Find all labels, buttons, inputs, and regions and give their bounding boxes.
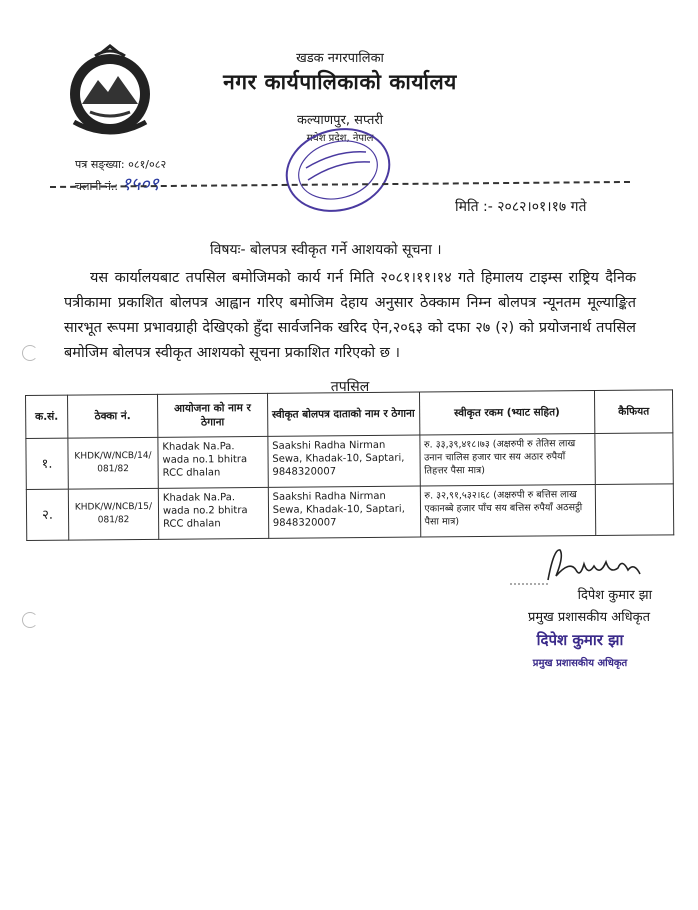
- header-amount: स्वीकृत रकम (भ्याट सहित): [419, 391, 595, 436]
- nepal-emblem-icon: [60, 42, 160, 142]
- subject-line: विषयः- बोलपत्र स्वीकृत गर्ने आशयको सूचना ।: [210, 242, 442, 258]
- seal-name: दिपेश कुमार झा: [536, 631, 624, 649]
- row-serial: २.: [26, 489, 68, 540]
- seal-title: प्रमुख प्रशासकीय अधिकृत: [532, 658, 628, 669]
- row-contract-no: KHDK/W/NCB/15/ 081/82: [68, 488, 158, 540]
- header-remarks: कैफियत: [595, 390, 673, 434]
- punch-hole-icon: [22, 612, 38, 628]
- row-bidder: Saakshi Radha Nirman Sewa, Khadak-10, Saptari, 9848320007: [268, 486, 420, 538]
- office-location: कल्याणपुर, सप्तरी: [296, 113, 384, 128]
- row-amount: रु. ३२,९१,५३२।६८ (अक्षरुपी रु बत्तिस लाख एकानब्बे हजार पाँच सय बत्तिस रुपैयाँ अठसट्ठी पैसा मात्र): [420, 485, 596, 538]
- handwritten-signature-icon: [510, 540, 650, 590]
- table-row: [26, 433, 673, 490]
- row-serial: १.: [26, 438, 68, 489]
- bid-details-table: [25, 389, 674, 541]
- table-title: तपसिल: [330, 379, 370, 395]
- dispatch-number-label: चलानी नं.:: [75, 180, 119, 193]
- header-contract-no: ठेक्का नं.: [67, 394, 157, 438]
- letter-number-label: पत्र सङ्ख्या:: [75, 158, 125, 171]
- header-bidder: स्वीकृत बोलपत्र दाताको नाम र ठेगाना: [267, 392, 419, 436]
- office-title: नगर कार्यपालिकाको कार्यालय: [223, 70, 457, 94]
- punch-hole-icon: [22, 345, 38, 361]
- date-label: मिति :-: [455, 199, 493, 215]
- signatory-name: दिपेश कुमार झा: [577, 588, 652, 603]
- date-value: २०८२।०१।१७ गते: [497, 199, 587, 215]
- header-project: आयोजना को नाम र ठेगाना: [157, 393, 267, 437]
- row-project: Khadak Na.Pa. wada no.2 bhitra RCC dhalan: [158, 487, 268, 539]
- row-amount: रु. ३३,३९,४१८।७३ (अक्षरुपी रु तेतिस लाख उनान चालिस हजार चार सय अठार रुपैयाँ तिहत्तर पैसा मात्र): [419, 434, 595, 487]
- dispatch-number: [75, 172, 159, 196]
- municipality-name: खडक नगरपालिका: [296, 51, 384, 66]
- signatory-title: प्रमुख प्रशासकीय अधिकृत: [527, 610, 650, 625]
- table-header-row: [26, 390, 673, 439]
- row-remarks: [595, 433, 673, 485]
- row-project: Khadak Na.Pa. wada no.1 bhitra RCC dhalan: [158, 436, 268, 488]
- letter-number: [75, 157, 166, 172]
- row-contract-no: KHDK/W/NCB/14/ 081/82: [68, 437, 158, 489]
- letter-number-value: ०८१/०८२: [128, 158, 167, 171]
- row-bidder: Saakshi Radha Nirman Sewa, Khadak-10, Saptari, 9848320007: [268, 435, 420, 487]
- office-province: मधेश प्रदेश, नेपाल: [306, 133, 374, 144]
- notice-body: यस कार्यालयबाट तपसिल बमोजिमको कार्य गर्न मिति २०८१।११।१४ गते हिमालय टाइम्स राष्ट्रिय दैनिक पत्रीकामा प्रकाशित बोलपत्र आह्वान गरिए बमोजिम देहाय अनुसार ठेक्काम निम्न बोलपत्र न्यूनतम मूल्याङ्कित सारभूत रूपमा प्रभावग्राही देखिएको हुँदा सार्वजनिक खरिद ऐन,२०६३ को दफा २७ (२) को प्रयोजनार्थ तपसिल बमोजिम बोलपत्र स्वीकृत आशयको सूचना प्रकाशित गरिएको छ ।: [64, 270, 636, 361]
- document-date: [455, 197, 586, 216]
- table-row: [26, 484, 673, 541]
- header-serial: क.सं.: [26, 395, 68, 438]
- row-remarks: [595, 484, 673, 536]
- office-stamp-icon: [278, 120, 398, 220]
- dispatch-number-value: १५०९: [121, 174, 160, 195]
